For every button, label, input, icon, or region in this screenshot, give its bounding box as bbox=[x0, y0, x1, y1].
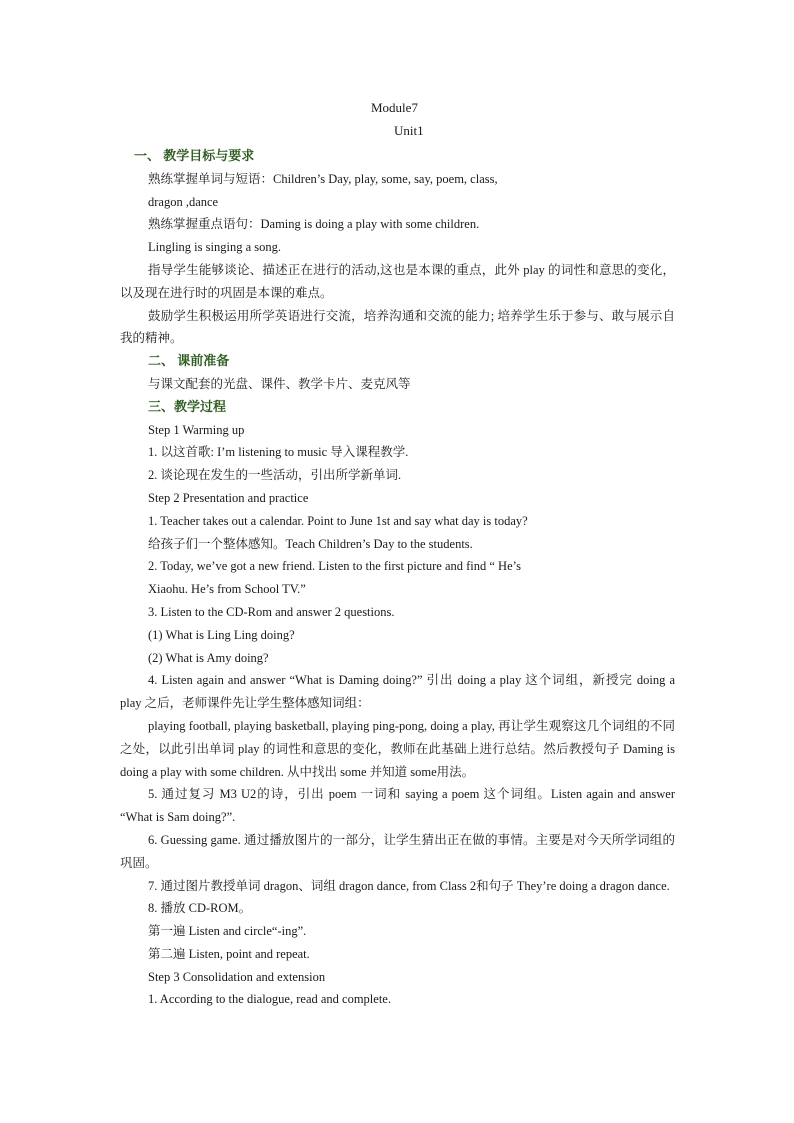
text-line: 1. 以这首歌: I’m listening to music 导入课程教学. bbox=[148, 445, 409, 460]
text-line: 2. 谈论现在发生的一些活动，引出所学新单词. bbox=[148, 468, 402, 483]
text-line: dragon ,dance bbox=[148, 194, 219, 209]
text-line: (1) What is Ling Ling doing? bbox=[148, 627, 295, 642]
module-title: Module7 bbox=[371, 100, 418, 115]
text-line: Xiaohu. He’s from School TV.” bbox=[148, 582, 306, 597]
paragraph: 6. Guessing game. 通过播放图片的一部分，让学生猜出正在做的事情。主要是对今天所学词组的巩固。 bbox=[120, 832, 675, 870]
text-line: (2) What is Amy doing? bbox=[148, 650, 269, 665]
paragraph: 鼓励学生积极运用所学英语进行交流，培养沟通和交流的能力; 培养学生乐于参与、敢与展示自我的精神。 bbox=[120, 308, 675, 346]
unit-title: Unit1 bbox=[394, 123, 424, 138]
text-line: 与课文配套的光盘、课件、教学卡片、麦克风等 bbox=[148, 376, 411, 391]
paragraph: 4. Listen again and answer “What is Daming doing?” 引出 doing a play 这个词组，新授完 doing a play 之后，老师课件先让学生整体感知词组： bbox=[120, 673, 675, 711]
text-line: 2. Today, we’ve got a new friend. Listen to the first picture and find “ He’s bbox=[148, 559, 521, 574]
document-body bbox=[120, 145, 675, 1011]
text-line: 第一遍 Listen and circle“-ing”. bbox=[148, 924, 307, 939]
section-heading-objectives: 一、 教学目标与要求 bbox=[134, 148, 255, 163]
text-line: 1. According to the dialogue, read and complete. bbox=[148, 992, 391, 1007]
text-line: 1. Teacher takes out a calendar. Point to June 1st and say what day is today? bbox=[148, 513, 528, 528]
paragraph: 5. 通过复习 M3 U2的诗，引出 poem 一词和 saying a poem 这个词组。Listen again and answer “What is Sam doing?”. bbox=[120, 787, 675, 825]
text-line: 熟练掌握重点语句：Daming is doing a play with some children. bbox=[148, 217, 480, 232]
section-heading-preparation: 二、 课前准备 bbox=[148, 353, 230, 369]
step-heading: Step 2 Presentation and practice bbox=[148, 490, 309, 505]
text-line: 3. Listen to the CD-Rom and answer 2 questions. bbox=[148, 604, 395, 619]
text-line: Lingling is singing a song. bbox=[148, 240, 281, 255]
text-line: 第二遍 Listen, point and repeat. bbox=[148, 946, 310, 961]
paragraph: playing football, playing basketball, playing ping-pong, doing a play, 再让学生观察这几个词组的不同之处，以此引出单词 play 的词性和意思的变化，教师在此基础上进行总结。然后教授句子 Daming is doing a play with some children. 从中找出 some 并知道 some用法。 bbox=[120, 718, 675, 779]
text-line: 给孩子们一个整体感知。Teach Children’s Day to the students. bbox=[148, 536, 473, 551]
paragraph: 指导学生能够谈论、描述正在进行的活动,这也是本课的重点，此外 play 的词性和意思的变化，以及现在进行时的巩固是本课的难点。 bbox=[120, 262, 675, 300]
section-heading-process: 三、教学过程 bbox=[148, 398, 227, 414]
step-heading: Step 1 Warming up bbox=[148, 422, 245, 437]
step-heading: Step 3 Consolidation and extension bbox=[148, 969, 326, 984]
text-line: 8. 播放 CD-ROM。 bbox=[148, 901, 252, 916]
text-line: 熟练掌握单词与短语：Children’s Day, play, some, say, poem, class, bbox=[148, 171, 498, 186]
paragraph: 7. 通过图片教授单词 dragon、词组 dragon dance, from Class 2和句子 They’re doing a dragon dance. bbox=[148, 878, 670, 893]
